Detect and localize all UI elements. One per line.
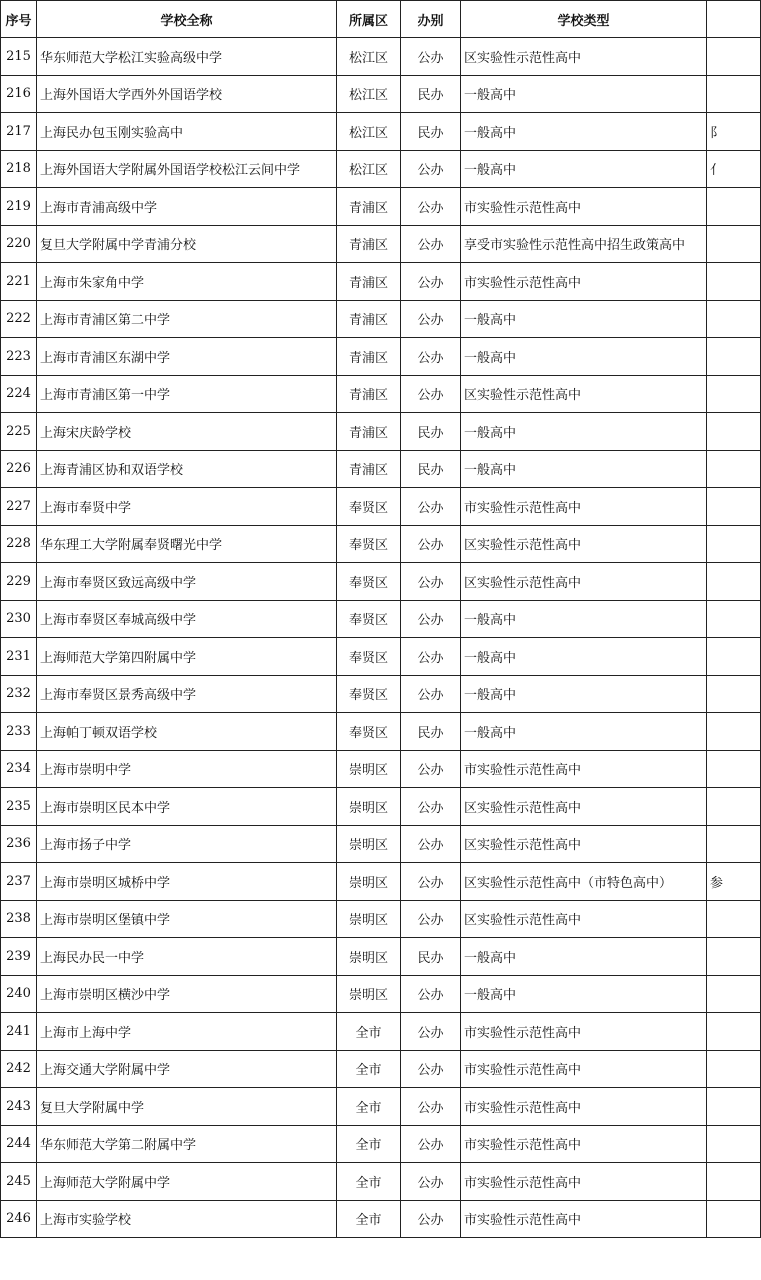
school-type: 市实验性示范性高中 (461, 188, 707, 226)
district: 松江区 (337, 38, 401, 76)
ownership: 公办 (401, 338, 461, 376)
school-name: 上海交通大学附属中学 (37, 1050, 337, 1088)
school-type: 一般高中 (461, 150, 707, 188)
school-type: 区实验性示范性高中 (461, 38, 707, 76)
school-name: 华东理工大学附属奉贤曙光中学 (37, 525, 337, 563)
extra-note (707, 300, 761, 338)
district: 奉贤区 (337, 638, 401, 676)
extra-note (707, 938, 761, 976)
row-number: 226 (1, 450, 37, 488)
school-type: 市实验性示范性高中 (461, 1200, 707, 1238)
row-number: 245 (1, 1163, 37, 1201)
district: 奉贤区 (337, 600, 401, 638)
row-number: 227 (1, 488, 37, 526)
row-number: 225 (1, 413, 37, 451)
extra-note (707, 225, 761, 263)
district: 奉贤区 (337, 713, 401, 751)
ownership: 民办 (401, 450, 461, 488)
school-name: 上海市青浦区第一中学 (37, 375, 337, 413)
table-row (1, 938, 761, 976)
table-row (1, 1163, 761, 1201)
row-number: 219 (1, 188, 37, 226)
ownership: 公办 (401, 900, 461, 938)
school-type: 一般高中 (461, 450, 707, 488)
district: 崇明区 (337, 863, 401, 901)
row-number: 233 (1, 713, 37, 751)
school-name: 上海市崇明区城桥中学 (37, 863, 337, 901)
extra-note (707, 263, 761, 301)
school-name: 上海市实验学校 (37, 1200, 337, 1238)
district: 崇明区 (337, 788, 401, 826)
row-number: 221 (1, 263, 37, 301)
school-type: 区实验性示范性高中 (461, 525, 707, 563)
school-name: 上海市青浦区东湖中学 (37, 338, 337, 376)
table-row (1, 488, 761, 526)
ownership: 公办 (401, 563, 461, 601)
header-school-name: 学校全称 (37, 1, 337, 38)
school-type: 享受市实验性示范性高中招生政策高中 (461, 225, 707, 263)
school-type: 市实验性示范性高中 (461, 1050, 707, 1088)
school-type: 一般高中 (461, 638, 707, 676)
table-row (1, 750, 761, 788)
row-number: 235 (1, 788, 37, 826)
row-number: 246 (1, 1200, 37, 1238)
school-type: 一般高中 (461, 975, 707, 1013)
school-type: 一般高中 (461, 600, 707, 638)
table-row (1, 1125, 761, 1163)
row-number: 240 (1, 975, 37, 1013)
ownership: 民办 (401, 113, 461, 151)
school-name: 复旦大学附属中学 (37, 1088, 337, 1126)
school-type: 一般高中 (461, 338, 707, 376)
row-number: 230 (1, 600, 37, 638)
school-name: 上海民办民一中学 (37, 938, 337, 976)
ownership: 公办 (401, 38, 461, 76)
district: 全市 (337, 1163, 401, 1201)
school-name: 上海市扬子中学 (37, 825, 337, 863)
table-row (1, 113, 761, 151)
district: 全市 (337, 1050, 401, 1088)
row-number: 242 (1, 1050, 37, 1088)
row-number: 218 (1, 150, 37, 188)
table-row (1, 413, 761, 451)
extra-note (707, 338, 761, 376)
extra-note (707, 825, 761, 863)
school-name: 华东师范大学松江实验高级中学 (37, 38, 337, 76)
row-number: 234 (1, 750, 37, 788)
ownership: 公办 (401, 150, 461, 188)
table-row (1, 1200, 761, 1238)
extra-note (707, 1200, 761, 1238)
ownership: 民办 (401, 938, 461, 976)
school-name: 复旦大学附属中学青浦分校 (37, 225, 337, 263)
table-row (1, 338, 761, 376)
school-name: 上海外国语大学附属外国语学校松江云间中学 (37, 150, 337, 188)
school-type: 市实验性示范性高中 (461, 1088, 707, 1126)
ownership: 公办 (401, 675, 461, 713)
district: 奉贤区 (337, 525, 401, 563)
table-row (1, 375, 761, 413)
ownership: 公办 (401, 263, 461, 301)
school-name: 上海市奉贤区致远高级中学 (37, 563, 337, 601)
school-name: 上海市奉贤区景秀高级中学 (37, 675, 337, 713)
ownership: 公办 (401, 863, 461, 901)
school-type: 市实验性示范性高中 (461, 488, 707, 526)
header-row (1, 1, 761, 38)
ownership: 公办 (401, 188, 461, 226)
row-number: 229 (1, 563, 37, 601)
district: 崇明区 (337, 825, 401, 863)
extra-note (707, 563, 761, 601)
extra-note (707, 525, 761, 563)
district: 崇明区 (337, 975, 401, 1013)
table-row (1, 863, 761, 901)
row-number: 238 (1, 900, 37, 938)
school-name: 上海市青浦区第二中学 (37, 300, 337, 338)
extra-note (707, 375, 761, 413)
ownership: 公办 (401, 1050, 461, 1088)
school-name: 上海市朱家角中学 (37, 263, 337, 301)
row-number: 222 (1, 300, 37, 338)
row-number: 228 (1, 525, 37, 563)
extra-note (707, 900, 761, 938)
ownership: 公办 (401, 750, 461, 788)
district: 青浦区 (337, 338, 401, 376)
school-name: 上海市上海中学 (37, 1013, 337, 1051)
row-number: 216 (1, 75, 37, 113)
extra-note (707, 488, 761, 526)
row-number: 223 (1, 338, 37, 376)
header-ownership: 办别 (401, 1, 461, 38)
row-number: 239 (1, 938, 37, 976)
school-name: 华东师范大学第二附属中学 (37, 1125, 337, 1163)
table-row (1, 263, 761, 301)
ownership: 公办 (401, 1088, 461, 1126)
school-type: 一般高中 (461, 675, 707, 713)
table-row (1, 525, 761, 563)
district: 青浦区 (337, 188, 401, 226)
extra-note (707, 675, 761, 713)
header-school-type: 学校类型 (461, 1, 707, 38)
table-row (1, 450, 761, 488)
district: 松江区 (337, 75, 401, 113)
ownership: 公办 (401, 1200, 461, 1238)
district: 松江区 (337, 113, 401, 151)
extra-note (707, 638, 761, 676)
district: 崇明区 (337, 900, 401, 938)
school-type: 一般高中 (461, 75, 707, 113)
ownership: 公办 (401, 375, 461, 413)
ownership: 民办 (401, 413, 461, 451)
district: 全市 (337, 1125, 401, 1163)
ownership: 公办 (401, 975, 461, 1013)
extra-note: 参 (707, 863, 761, 901)
table-row (1, 75, 761, 113)
school-name: 上海师范大学第四附属中学 (37, 638, 337, 676)
extra-note (707, 413, 761, 451)
extra-note (707, 750, 761, 788)
extra-note (707, 600, 761, 638)
table-row (1, 975, 761, 1013)
school-name: 上海市崇明中学 (37, 750, 337, 788)
table-row (1, 1013, 761, 1051)
table-row (1, 825, 761, 863)
district: 奉贤区 (337, 488, 401, 526)
ownership: 民办 (401, 713, 461, 751)
extra-note (707, 1088, 761, 1126)
header-number: 序号 (1, 1, 37, 38)
ownership: 公办 (401, 488, 461, 526)
school-name: 上海帕丁顿双语学校 (37, 713, 337, 751)
school-type: 区实验性示范性高中 (461, 788, 707, 826)
table-row (1, 38, 761, 76)
table-row (1, 638, 761, 676)
district: 崇明区 (337, 750, 401, 788)
school-type: 区实验性示范性高中 (461, 900, 707, 938)
extra-note: 亻 (707, 150, 761, 188)
row-number: 243 (1, 1088, 37, 1126)
extra-note (707, 788, 761, 826)
district: 青浦区 (337, 450, 401, 488)
table-body (1, 38, 761, 1238)
table-row (1, 150, 761, 188)
district: 青浦区 (337, 300, 401, 338)
ownership: 公办 (401, 1013, 461, 1051)
district: 青浦区 (337, 413, 401, 451)
ownership: 公办 (401, 225, 461, 263)
ownership: 公办 (401, 600, 461, 638)
row-number: 236 (1, 825, 37, 863)
school-type: 一般高中 (461, 938, 707, 976)
school-type: 区实验性示范性高中 (461, 563, 707, 601)
ownership: 公办 (401, 525, 461, 563)
school-type: 区实验性示范性高中（市特色高中） (461, 863, 707, 901)
school-type: 市实验性示范性高中 (461, 1125, 707, 1163)
row-number: 232 (1, 675, 37, 713)
table-row (1, 1050, 761, 1088)
table-row (1, 600, 761, 638)
district: 全市 (337, 1088, 401, 1126)
row-number: 231 (1, 638, 37, 676)
row-number: 220 (1, 225, 37, 263)
table-row (1, 225, 761, 263)
school-name: 上海市青浦高级中学 (37, 188, 337, 226)
school-type: 市实验性示范性高中 (461, 1013, 707, 1051)
extra-note (707, 1013, 761, 1051)
district: 青浦区 (337, 225, 401, 263)
ownership: 公办 (401, 638, 461, 676)
school-type: 一般高中 (461, 713, 707, 751)
district: 青浦区 (337, 375, 401, 413)
row-number: 244 (1, 1125, 37, 1163)
school-name: 上海宋庆龄学校 (37, 413, 337, 451)
school-type: 一般高中 (461, 300, 707, 338)
school-type: 一般高中 (461, 413, 707, 451)
school-name: 上海市崇明区堡镇中学 (37, 900, 337, 938)
table-header (1, 1, 761, 38)
table-row (1, 675, 761, 713)
row-number: 237 (1, 863, 37, 901)
table-row (1, 900, 761, 938)
district: 崇明区 (337, 938, 401, 976)
school-type: 区实验性示范性高中 (461, 825, 707, 863)
extra-note (707, 38, 761, 76)
school-type: 市实验性示范性高中 (461, 263, 707, 301)
school-name: 上海外国语大学西外外国语学校 (37, 75, 337, 113)
extra-note (707, 975, 761, 1013)
page-bottom-margin (0, 1240, 710, 1280)
district: 松江区 (337, 150, 401, 188)
row-number: 224 (1, 375, 37, 413)
table-row (1, 788, 761, 826)
ownership: 公办 (401, 1125, 461, 1163)
table-row (1, 1088, 761, 1126)
school-name: 上海民办包玉刚实验高中 (37, 113, 337, 151)
extra-note (707, 75, 761, 113)
school-name: 上海市奉贤中学 (37, 488, 337, 526)
table-row (1, 563, 761, 601)
district: 全市 (337, 1200, 401, 1238)
extra-note (707, 713, 761, 751)
ownership: 公办 (401, 825, 461, 863)
table-row (1, 713, 761, 751)
district: 全市 (337, 1013, 401, 1051)
school-type: 市实验性示范性高中 (461, 750, 707, 788)
extra-note (707, 1125, 761, 1163)
row-number: 241 (1, 1013, 37, 1051)
ownership: 公办 (401, 788, 461, 826)
extra-note (707, 1163, 761, 1201)
table-row (1, 300, 761, 338)
ownership: 公办 (401, 1163, 461, 1201)
school-name: 上海青浦区协和双语学校 (37, 450, 337, 488)
school-name: 上海市崇明区民本中学 (37, 788, 337, 826)
ownership: 民办 (401, 75, 461, 113)
extra-note (707, 450, 761, 488)
school-name: 上海市奉贤区奉城高级中学 (37, 600, 337, 638)
school-type: 一般高中 (461, 113, 707, 151)
ownership: 公办 (401, 300, 461, 338)
school-type: 区实验性示范性高中 (461, 375, 707, 413)
extra-note (707, 1050, 761, 1088)
school-type: 市实验性示范性高中 (461, 1163, 707, 1201)
district: 青浦区 (337, 263, 401, 301)
school-name: 上海师范大学附属中学 (37, 1163, 337, 1201)
row-number: 217 (1, 113, 37, 151)
extra-note: 阝 (707, 113, 761, 151)
district: 奉贤区 (337, 563, 401, 601)
extra-note (707, 188, 761, 226)
school-name: 上海市崇明区横沙中学 (37, 975, 337, 1013)
table-row (1, 188, 761, 226)
header-extra (707, 1, 761, 38)
row-number: 215 (1, 38, 37, 76)
district: 奉贤区 (337, 675, 401, 713)
header-district: 所属区 (337, 1, 401, 38)
